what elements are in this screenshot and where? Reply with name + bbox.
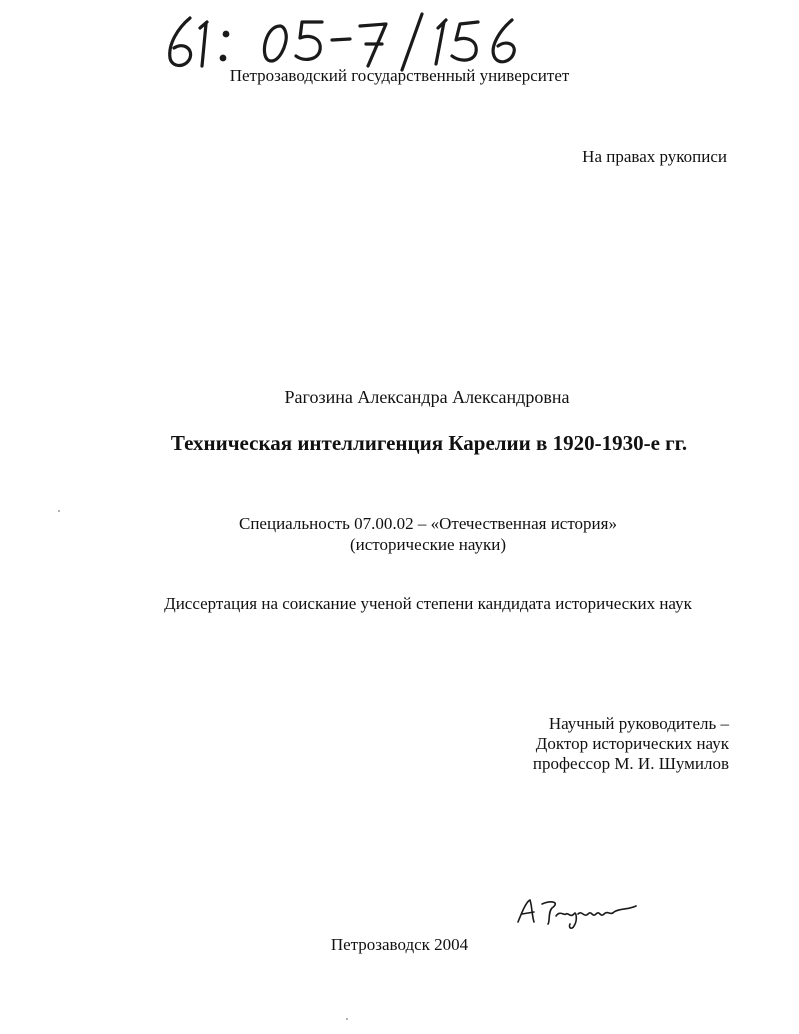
specialty-line: Специальность 07.00.02 – «Отечественная история»	[239, 514, 617, 533]
supervisor-name: профессор М. И. Шумилов	[532, 754, 729, 773]
supervisor-degree: Доктор исторических наук	[535, 734, 729, 753]
university-name: Петрозаводский государственный университет	[229, 66, 570, 85]
manuscript-rights-note: На правах рукописи	[582, 147, 727, 166]
specialty-field: (исторические науки)	[349, 535, 507, 554]
dissertation-title: Техническая интеллигенция Карелии в 1920-1930-е гг.	[170, 431, 688, 455]
author-signature	[512, 892, 642, 932]
supervisor-role: Научный руководитель –	[548, 714, 729, 733]
scan-speck	[58, 510, 60, 512]
city-and-year: Петрозаводск 2004	[330, 935, 469, 954]
author-name: Рагозина Александра Александровна	[284, 387, 570, 407]
scan-speck	[346, 1018, 348, 1020]
dissertation-type: Диссертация на соискание ученой степени кандидата исторических наук	[164, 594, 692, 613]
